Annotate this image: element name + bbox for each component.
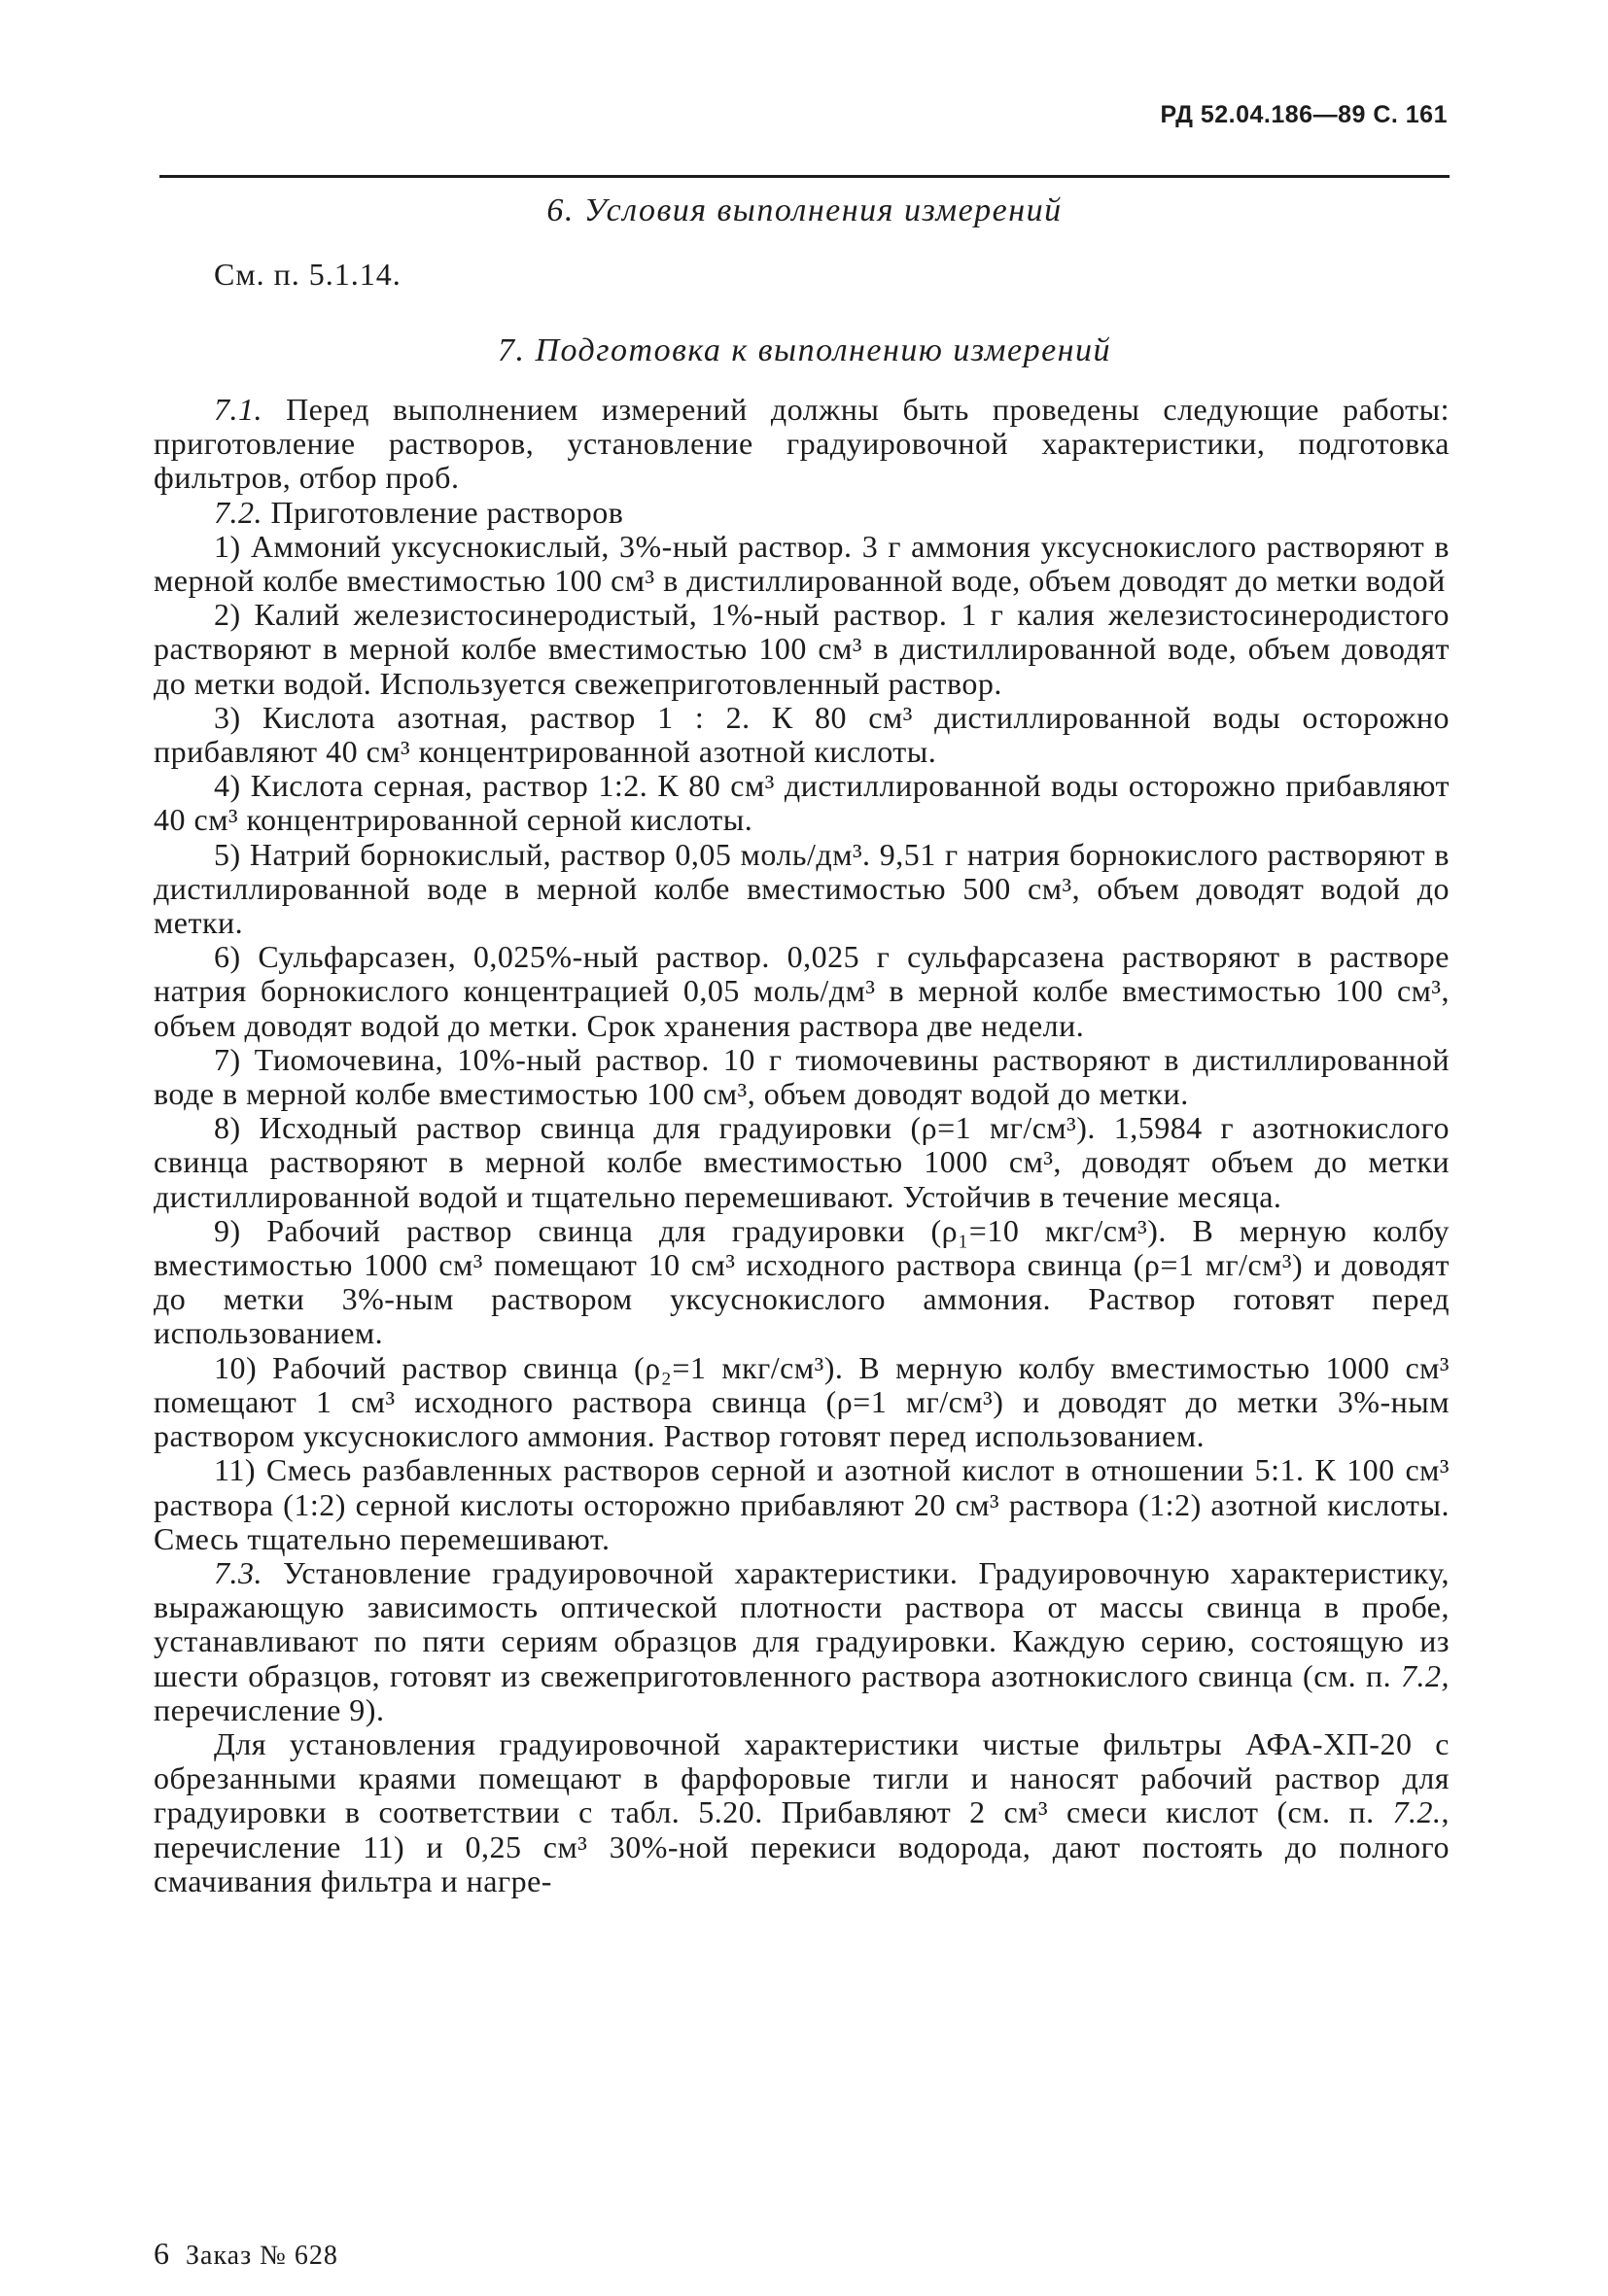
paragraph-text: , перечисление 11) и 0,25 см³ 30%-ной перекиси водорода, дают постоять до полного смачивания фильтра и нагре-	[154, 1794, 1450, 1898]
paragraph-7-3	[154, 1556, 1450, 1727]
paragraph-text: Установление градуировочной характеристики. Градуировочную характеристику, выражающую зависимость оптической плотности раствора от массы свинца в пробе, устанавливают по пяти сериям образцов для градуировки. Каждую серию, состоящую из шести образцов, готовят из свежеприготовленного раствора азотнокислого свинца (см. п.	[154, 1554, 1450, 1693]
page-header: РД 52.04.186—89 С. 161	[1160, 101, 1448, 128]
cross-reference: 7.2,	[1401, 1657, 1450, 1693]
paragraph-text: перечисление 9).	[154, 1691, 385, 1727]
header-rule	[159, 175, 1450, 178]
list-item-1: 1) Аммоний уксуснокислый, 3%-ный раствор. 3 г аммония уксуснокислого растворяют в мерной колбе вместимостью 100 см³ в дистиллированной воде, объем доводят до метки водой	[154, 528, 1450, 599]
paragraph-7-1	[154, 393, 1450, 496]
list-item-7: 7) Тиомочевина, 10%-ный раствор. 10 г тиомочевины растворяют в дистиллированной воде в мерной колбе вместимостью 100 см³, объем доводят водой до метки.	[154, 1041, 1450, 1112]
paragraph-calibration	[154, 1727, 1450, 1898]
clause-number: 7.2.	[214, 494, 262, 530]
paragraph-text: Перед выполнением измерений должны быть проведены следующие работы: приготовление растворов, установление градуировочной характеристики, подготовка фильтров, отбор проб.	[154, 392, 1450, 496]
list-item-11: 11) Смесь разбавленных растворов серной и азотной кислот в отношении 5:1. К 100 см³ раствора (1:2) серной кислоты осторожно прибавляют 20 см³ раствора (1:2) азотной кислоты. Смесь тщательно перемешивают.	[154, 1452, 1450, 1556]
sheet-number: 6	[154, 2236, 170, 2271]
paragraph-text: Приготовление растворов	[262, 494, 624, 530]
paragraph-7-2	[154, 496, 1450, 530]
list-item-10: 10) Рабочий раствор свинца (ρ₂=1 мкг/см³). В мерную колбу вместимостью 1000 см³ помещают 1 см³ исходного раствора свинца (ρ=1 мг/см³) и доводят до метки 3%-ным раствором уксуснокислого аммония. Раствор готовят перед использованием.	[154, 1349, 1450, 1454]
list-item-8: 8) Исходный раствор свинца для градуировки (ρ=1 мг/см³). 1,5984 г азотнокислого свинца растворяют в мерной колбе вместимостью 1000 см³, доводят объем до метки дистиллированной водой и тщательно перемешивают. Устойчив в течение месяца.	[154, 1110, 1450, 1214]
paragraph-text: Для установления градуировочной характеристики чистые фильтры АФА-ХП-20 с обрезанными краями помещают в фарфоровые тигли и наносят рабочий раствор для градуировки в соответствии с табл. 5.20. Прибавляют 2 см³ смеси кислот (см. п.	[154, 1725, 1450, 1830]
order-number: Заказ № 628	[186, 2241, 338, 2271]
list-item-2: 2) Калий железистосинеродистый, 1%-ный раствор. 1 г калия железистосинеродистого растворяют в мерной колбе вместимостью 100 см³ в дистиллированной воде, объем доводят до метки водой. Используется свежеприготовленный раствор.	[154, 597, 1450, 701]
section-7-body	[154, 393, 1450, 1898]
section-6-title: 6. Условия выполнения измерений	[546, 192, 1063, 228]
section-6-text: См. п. 5.1.14.	[214, 257, 402, 292]
cross-reference: 7.2.	[1392, 1794, 1442, 1830]
list-item-9: 9) Рабочий раствор свинца для градуировки (ρ₁=10 мкг/см³). В мерную колбу вместимостью 1000 см³ помещают 10 см³ исходного раствора свинца (ρ=1 мг/см³) и доводят до метки 3%-ным раствором уксуснокислого аммония. Раствор готовят перед использованием.	[154, 1212, 1450, 1351]
list-item-3: 3) Кислота азотная, раствор 1 : 2. К 80 см³ дистиллированной воды осторожно прибавляют 40 см³ концентрированной азотной кислоты.	[154, 699, 1450, 770]
clause-number: 7.3.	[214, 1554, 262, 1590]
list-item-6: 6) Сульфарсазен, 0,025%-ный раствор. 0,025 г сульфарсазена растворяют в растворе натрия борнокислого концентрацией 0,05 моль/дм³ в мерной колбе вместимостью 100 см³, объем доводят водой до метки. Срок хранения раствора две недели.	[154, 939, 1450, 1043]
clause-number: 7.1.	[214, 392, 262, 427]
list-item-5: 5) Натрий борнокислый, раствор 0,05 моль/дм³. 9,51 г натрия борнокислого растворяют в дистиллированной воде в мерной колбе вместимостью 500 см³, объем доводят водой до метки.	[154, 836, 1450, 941]
page-footer	[154, 2236, 338, 2272]
section-7-title: 7. Подготовка к выполнению измерений	[497, 332, 1112, 368]
list-item-4: 4) Кислота серная, раствор 1:2. К 80 см³ дистиллированной воды осторожно прибавляют 40 см³ концентрированной серной кислоты.	[154, 768, 1450, 838]
